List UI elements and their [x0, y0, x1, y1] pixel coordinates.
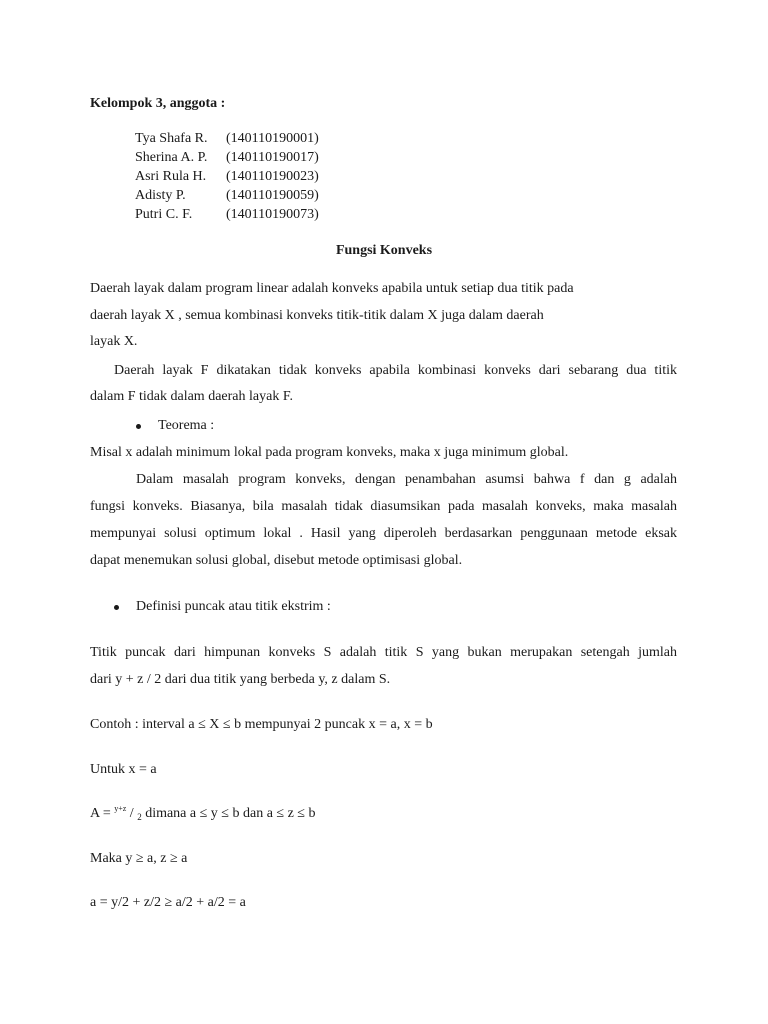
paragraph-line: mempunyai solusi optimum lokal . Hasil yang diperoleh berdasarkan penggunaan metode eksak [90, 526, 677, 541]
intro-line: Daerah layak dalam program linear adalah konveks apabila untuk setiap dua titik pada [90, 281, 574, 296]
example-line: Untuk x = a [90, 762, 157, 777]
equation-denominator: 2 [137, 812, 142, 822]
paragraph-line: Dalam masalah program konveks, dengan penambahan asumsi bahwa f dan g adalah [136, 472, 677, 487]
paragraph-line: dapat menemukan solusi global, disebut metode optimisasi global. [90, 553, 463, 568]
paragraph-line: Daerah layak F dikatakan tidak konveks apabila kombinasi konveks dari sebarang dua titik [114, 363, 677, 378]
definition-label: Definisi puncak atau titik ekstrim : [136, 599, 331, 614]
theorem-label: Teorema : [158, 418, 215, 433]
definition-line: dari y + z / 2 dari dua titik yang berbeda y, z dalam S. [90, 672, 391, 687]
example-line: a = y/2 + z/2 ≥ a/2 + a/2 = a [90, 895, 246, 910]
equation-slash: / [126, 806, 138, 821]
example-line: Maka y ≥ a, z ≥ a [90, 851, 188, 866]
equation-line [90, 805, 315, 823]
member-id: (140110190023) [226, 169, 319, 184]
member-name: Asri Rula H. [135, 169, 207, 184]
paragraph-line: dalam F tidak dalam daerah layak F. [90, 389, 293, 404]
member-id: (140110190001) [226, 131, 319, 146]
definition-line: Titik puncak dari himpunan konveks S adalah titik S yang bukan merupakan setengah jumlah [90, 645, 677, 660]
equation-suffix: dimana a ≤ y ≤ b dan a ≤ z ≤ b [141, 806, 316, 821]
member-name: Sherina A. P. [135, 150, 208, 165]
member-id: (140110190017) [226, 150, 319, 165]
member-id: (140110190059) [226, 188, 319, 203]
group-title: Kelompok 3, anggota : [90, 96, 226, 111]
member-name: Adisty P. [135, 188, 186, 203]
equation-prefix: A = [90, 806, 115, 821]
member-name: Tya Shafa R. [135, 131, 208, 146]
paragraph-line: fungsi konveks. Biasanya, bila masalah tidak diasumsikan pada masalah konveks, maka masalah [90, 499, 677, 514]
member-id: (140110190073) [226, 207, 319, 222]
member-name: Putri C. F. [135, 207, 193, 222]
section-title: Fungsi Konveks [335, 243, 433, 258]
intro-line: layak X. [90, 334, 138, 349]
theorem-text: Misal x adalah minimum lokal pada program konveks, maka x juga minimum global. [90, 445, 569, 460]
example-line: Contoh : interval a ≤ X ≤ b mempunyai 2 puncak x = a, x = b [90, 717, 433, 732]
intro-line: daerah layak X , semua kombinasi konveks titik-titik dalam X juga dalam daerah [90, 308, 544, 323]
bullet-icon [114, 605, 119, 610]
bullet-icon [136, 424, 141, 429]
equation-numerator: y+z [114, 804, 127, 813]
